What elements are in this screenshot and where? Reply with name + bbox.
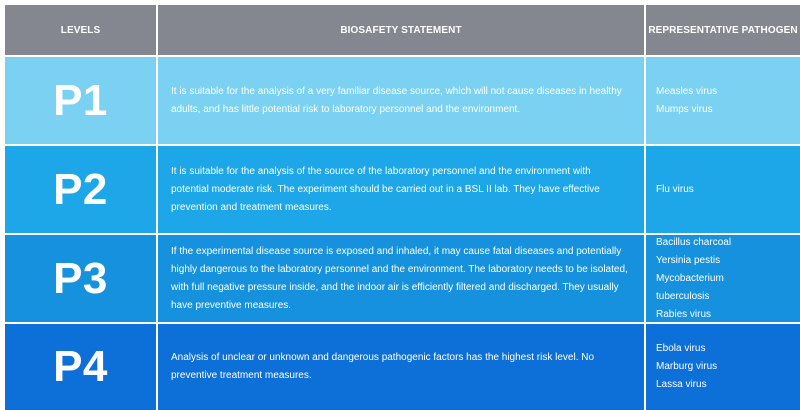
- pathogen-item: Mumps virus: [656, 103, 713, 115]
- pathogens-p3: [646, 235, 800, 324]
- header-representative-pathogen: REPRESENTATIVE PATHOGEN: [646, 5, 800, 57]
- pathogen-item: Yersinia pestis: [656, 254, 721, 266]
- pathogen-item: tuberculosis: [656, 290, 710, 302]
- level-p1: P1: [5, 57, 158, 146]
- header-biosafety-statement: BIOSAFETY STATEMENT: [158, 5, 646, 57]
- statement-p3: If the experimental disease source is exposed and inhaled, it may cause fatal diseases and potentially highly dangerous to the laboratory personnel and the environment. The laboratory needs to be isolated, with full negative pressure inside, and the indoor air is efficiently filtered and discharged. They usually have preventive measures.: [158, 235, 646, 324]
- level-p2: P2: [5, 146, 158, 235]
- statement-p1: It is suitable for the analysis of a very familiar disease source, which will not cause diseases in healthy adults, and has little potential risk to laboratory personnel and the environment.: [158, 57, 646, 146]
- pathogen-item: Ebola virus: [656, 343, 706, 354]
- pathogen-item: Bacillus charcoal: [656, 236, 732, 248]
- pathogen-item: Flu virus: [656, 183, 694, 195]
- pathogens-p2: [646, 146, 800, 235]
- pathogens-p1: [646, 57, 800, 146]
- pathogen-item: Measles virus: [656, 85, 718, 97]
- level-p4: P4: [5, 324, 158, 410]
- level-p3: P3: [5, 235, 158, 324]
- statement-p4: Analysis of unclear or unknown and dangerous pathogenic factors has the highest risk level. No preventive treatment measures.: [158, 324, 646, 410]
- pathogen-item: Mycobacterium: [656, 272, 724, 284]
- pathogen-item: Rabies virus: [656, 308, 712, 320]
- pathogens-p4: [646, 324, 800, 410]
- header-levels: LEVELS: [5, 5, 158, 57]
- pathogen-item: Marburg virus: [656, 361, 718, 372]
- biosafety-levels-table: [5, 5, 800, 410]
- pathogen-item: Lassa virus: [656, 379, 707, 390]
- statement-p2: It is suitable for the analysis of the source of the laboratory personnel and the environment with potential moderate risk. The experiment should be carried out in a BSL II lab. They have effective prevention and treatment measures.: [158, 146, 646, 235]
